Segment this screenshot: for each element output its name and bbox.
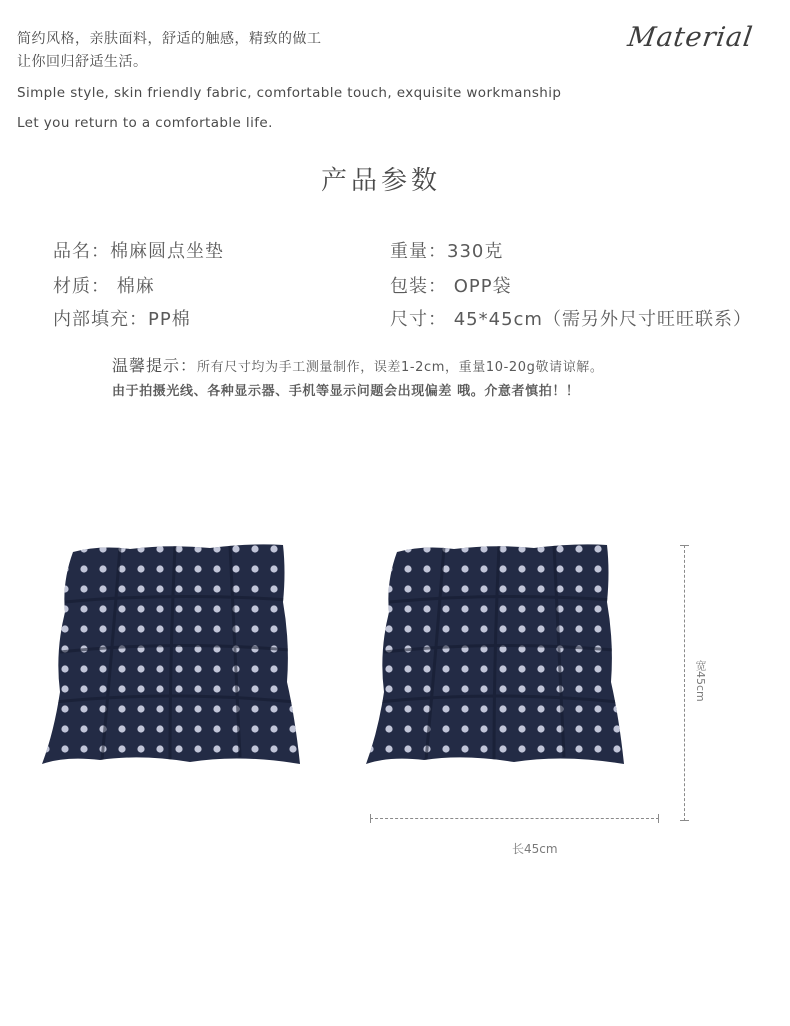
- section-title-text: 产品参数: [320, 166, 441, 196]
- notice-line1: [112, 354, 732, 380]
- notice-text1: 所有尺寸均为手工测量制作，误差1-2cm，重量10-20g敬请谅解。: [197, 360, 604, 375]
- material-heading: Material: [625, 22, 756, 53]
- cushion-image-left: [40, 542, 302, 768]
- param-name: 品名：棉麻圆点坐垫: [53, 241, 224, 262]
- param-filling: 内部填充：PP棉: [53, 309, 191, 330]
- param-size: 尺寸： 45*45cm（需另外尺寸旺旺联系）: [390, 309, 752, 330]
- notice-line2: 由于拍摄光线、各种显示器、手机等显示问题会出现偏差 哦。介意者慎拍！！: [112, 384, 580, 399]
- width-dimension-label: 宽45cm: [694, 660, 707, 702]
- param-weight: 重量：330克: [390, 241, 504, 262]
- section-title: [310, 160, 452, 197]
- intro-cn-line1: 简约风格，亲肤面料，舒适的触感，精致的做工: [17, 31, 322, 47]
- length-dimension-line: [370, 818, 659, 819]
- intro-en-line2: Let you return to a comfortable life.: [17, 115, 273, 131]
- intro-en-line1: Simple style, skin friendly fabric, comfortable touch, exquisite workmanship: [17, 85, 562, 101]
- intro-block: [17, 28, 617, 131]
- param-packing: 包装： OPP袋: [390, 276, 512, 297]
- cushion-image-right: [364, 542, 626, 768]
- width-dimension-line: [684, 545, 685, 821]
- param-material: 材质： 棉麻: [53, 276, 155, 297]
- notice-block: [112, 354, 732, 404]
- notice-label: 温馨提示：: [112, 356, 198, 375]
- length-dimension-label: 长45cm: [512, 842, 558, 856]
- intro-cn-line2: 让你回归舒适生活。: [17, 54, 148, 70]
